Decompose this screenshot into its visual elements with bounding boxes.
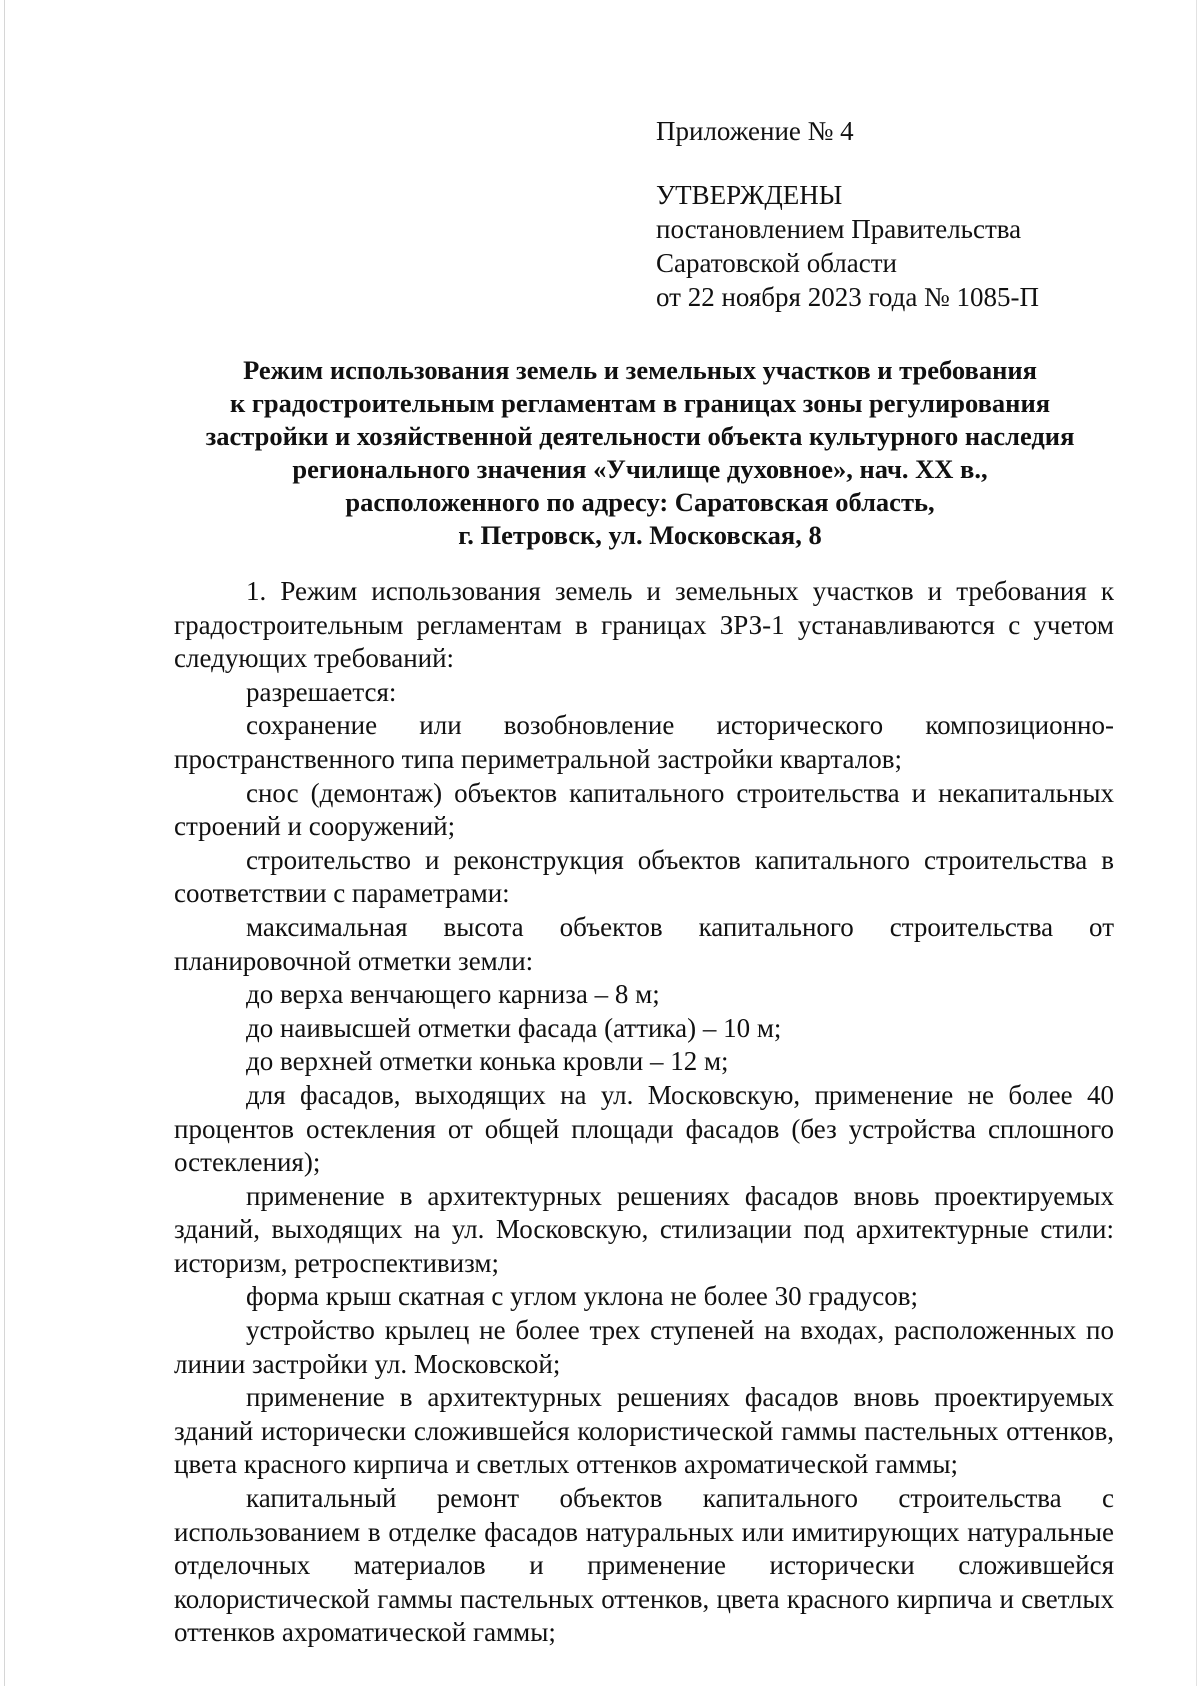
paragraph-allowed: разрешается:	[246, 676, 397, 707]
paragraph-item: применение в архитектурных решениях фасадов вновь проектируемых зданий, выходящих на ул. Московскую, стилизации под архитектурные стили: историзм, ретроспективизм;	[174, 1180, 1114, 1278]
approval-block	[656, 114, 1136, 314]
paragraph-item: устройство крылец не более трех ступеней на входах, расположенных по линии застройки ул. Московской;	[174, 1315, 1114, 1379]
document-title	[160, 354, 1120, 552]
paragraph-1: 1. Режим использования земель и земельных участков и требования к градостроительным регламентам в границах ЗРЗ-1 устанавливаются с учетом следующих требований:	[174, 576, 1114, 674]
paragraph-item: для фасадов, выходящих на ул. Московскую, применение не более 40 процентов остекления от общей площади фасадов (без устройства сплошного остекления);	[174, 1079, 1114, 1178]
title-line: к градостроительным регламентам в границах зоны регулирования	[229, 388, 1051, 418]
scan-edge-left	[4, 0, 5, 1686]
paragraph-item: снос (демонтаж) объектов капитального строительства и некапитальных строений и сооружений;	[174, 777, 1114, 842]
paragraph-item: форма крыш скатная с углом уклона не более 30 градусов;	[246, 1281, 918, 1312]
title-line: г. Петровск, ул. Московская, 8	[458, 520, 822, 550]
approved-by-line: постановлением Правительства	[656, 214, 1022, 244]
title-line: регионального значения «Училище духовное», нач. XX в.,	[292, 454, 988, 484]
paragraph-item: применение в архитектурных решениях фасадов вновь проектируемых зданий исторически сложившейся колористической гаммы пастельных оттенков, цвета красного кирпича и светлых оттенков ахроматической гаммы;	[174, 1382, 1114, 1480]
paragraph-item: до наивысшей отметки фасада (аттика) – 10 м;	[246, 1012, 782, 1043]
title-line: застройки и хозяйственной деятельности объекта культурного наследия	[205, 421, 1075, 451]
title-line: расположенного по адресу: Саратовская область,	[345, 487, 935, 517]
paragraph-item: сохранение или возобновление исторического композиционно-пространственного типа периметральной застройки кварталов;	[174, 710, 1114, 774]
approved-region-line: Саратовской области	[656, 248, 897, 278]
annex-number: Приложение № 4	[656, 116, 854, 146]
paragraph-item: капитальный ремонт объектов капитального строительства с использованием в отделке фасадов натуральных или имитирующих натуральные отделочных материалов и применение исторически сложившейся колористической гаммы пастельных оттенков, цвета красного кирпича и светлых оттенков ахроматической гаммы;	[174, 1483, 1114, 1648]
paragraph-item: до верхней отметки конька кровли – 12 м;	[246, 1046, 729, 1077]
approved-heading: УТВЕРЖДЕНЫ	[656, 180, 843, 210]
paragraph-item: до верха венчающего карниза – 8 м;	[246, 979, 660, 1010]
approved-date-line: от 22 ноября 2023 года № 1085-П	[656, 282, 1040, 312]
document-body	[174, 575, 1114, 1650]
scan-edge-right	[1196, 0, 1197, 1686]
title-line: Режим использования земель и земельных участков и требования	[243, 355, 1037, 385]
paragraph-item: строительство и реконструкция объектов капитального строительства в соответствии с параметрами:	[174, 844, 1114, 909]
paragraph-item: максимальная высота объектов капитального строительства от планировочной отметки земли:	[174, 911, 1114, 976]
